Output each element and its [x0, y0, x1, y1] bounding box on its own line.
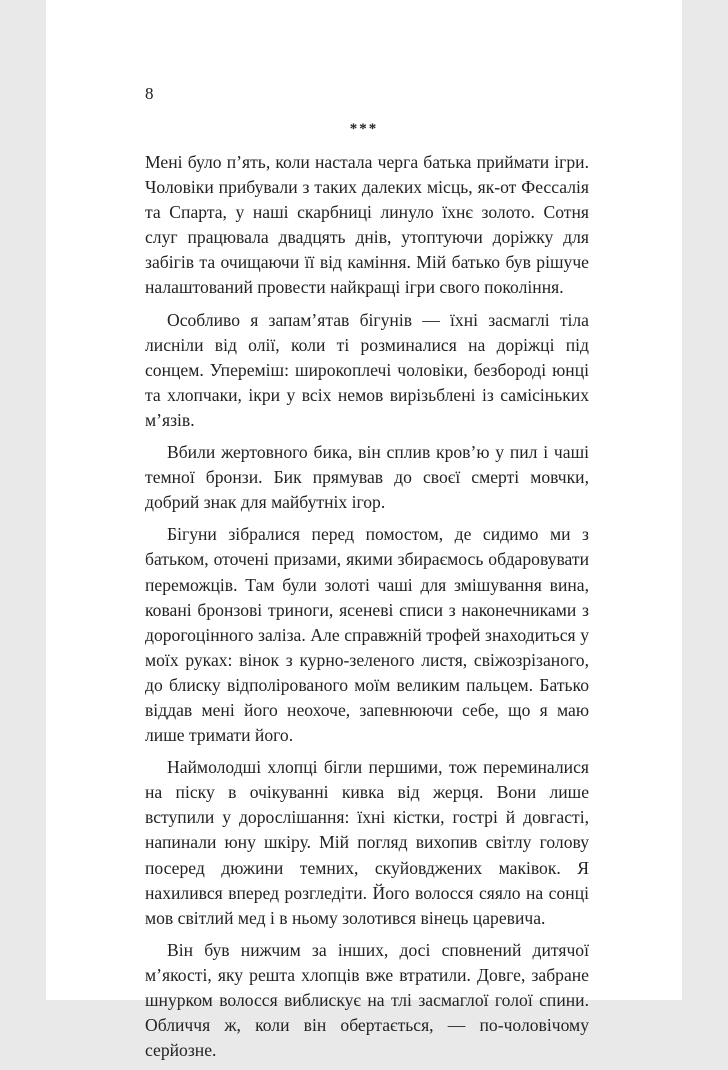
paragraph-1: Мені було п’ять, коли настала черга батька приймати ігри. Чоловіки прибували з таких далеких місць, як-от Фессалія та Спарта, у наші скарбниці линуло їхнє золото. Сотня слуг працювала двадцять днів, утоптуючи доріжку для забігів та очищаючи її від каміння. Мій батько був рішуче налаштований провести найкращі ігри свого покоління.	[145, 152, 589, 298]
page-number: 8	[145, 84, 154, 103]
paragraph-5: Наймолодші хлопці бігли першими, тож переминалися на піску в очікуванні кивка від жерця. Вони лише вступили у дорослішання: їхні кістки, гострі й довгасті, напинали юну шкіру. Мій погляд вихопив світлу голову посеред дюжини темних, скуйовджених маківок. Я нахилився вперед розгледіти. Його волосся сяяло на сонці мов світлий мед і в ньому золотився вінець царевича.	[145, 757, 589, 928]
paragraph-3: Вбили жертовного бика, він сплив кров’ю у пил і чаші темної бронзи. Бик прямував до своєї смерті мовчки, добрий знак для майбутніх ігор.	[145, 442, 589, 513]
paragraph-6: Він був нижчим за інших, досі сповнений дитячої м’якості, яку решта хлопців вже втратили. Довге, забране шнурком волосся виблискує на тлі засмаглої голої спини. Обличчя ж, коли він обертається, — по-чоловічому серйозне.	[145, 939, 589, 1061]
paragraph-2: Особливо я запам’ятав бігунів — їхні засмаглі тіла лисніли від олії, коли ті розминалися на доріжці під сонцем. Упереміш: широкоплечі чоловіки, безбороді юнці та хлопчаки, ікри у всіх немов вирізьблені із самісіньких м’язів.	[145, 309, 589, 430]
section-separator: ***	[349, 121, 379, 137]
book-page	[46, 0, 682, 1061]
body-text	[145, 150, 589, 1070]
paragraph-4: Бігуни зібралися перед помостом, де сидимо ми з батьком, оточені призами, якими збираємось обдаровувати переможців. Там були золоті чаші для змішування вина, ковані бронзові триноги, ясеневі списи з наконечниками з дорогоцінного заліза. Але справжній трофей знаходиться у моїх руках: вінок з курно-зеленого листя, свіжозрізаного, до блиску відполірованого моїм великим пальцем. Батько віддав мені його неохоче, запевнюючи себе, що я маю лише тримати його.	[145, 524, 589, 746]
